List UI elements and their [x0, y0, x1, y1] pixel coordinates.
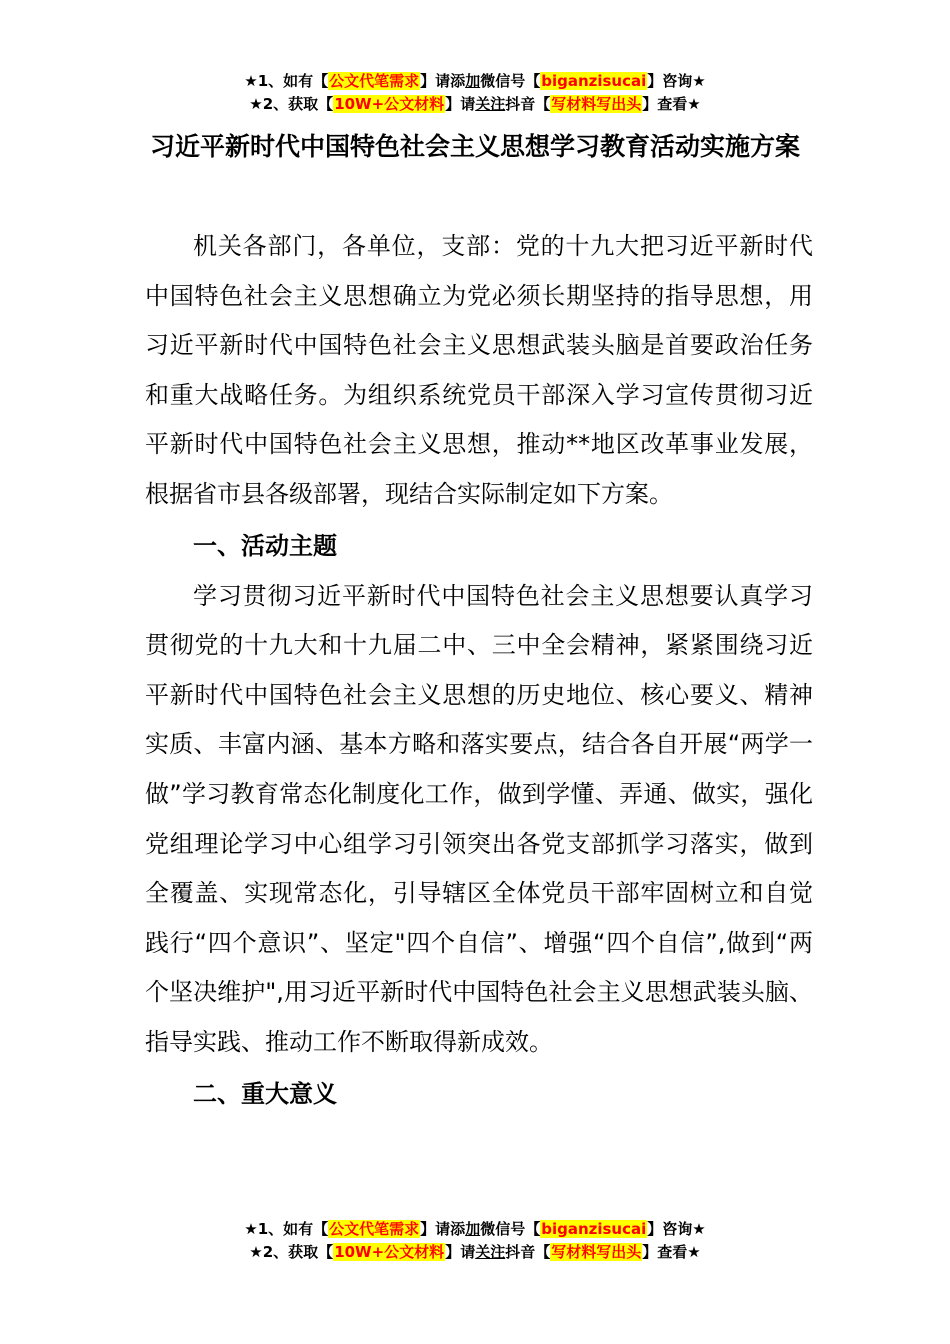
intro-paragraph: 机关各部门，各单位，支部：党的十九大把习近平新时代中国特色社会主义思想确立为党必须长期坚持的指导思想，用习近平新时代中国特色社会主义思想武装头脑是首要政治任务和重大战略任务。为组织系统党员干部深入学习宣传贯彻习近平新时代中国特色社会主义思想，推动**地区改革事业发展，根据省市县各级部署，现结合实际制定如下方案。: [145, 232, 813, 508]
highlight-douyin-account: 写材料写出头: [551, 1243, 642, 1261]
highlight-wechat-id: biganzisucai: [541, 1220, 647, 1238]
highlight-materials: 10W+公文材料: [334, 1243, 445, 1261]
section-1-paragraph: 学习贯彻习近平新时代中国特色社会主义思想要认真学习贯彻党的十九大和十九届二中、三中全会精神，紧紧围绕习近平新时代中国特色社会主义思想的历史地位、核心要义、精神实质、丰富内涵、基本方略和落实要点，结合各自开展“两学一做”学习教育常态化制度化工作，做到学懂、弄通、做实，强化党组理论学习中心组学习引领突出各党支部抓学习落实，做到全覆盖、实现常态化，引导辖区全体党员干部牢固树立和自觉践行“四个意识”、坚定"四个自信”、增强“四个自信”,做到“两个坚决维护",用习近平新时代中国特色社会主义思想武装头脑、指导实践、推动工作不断取得新成效。: [145, 581, 813, 1056]
section-heading-2: 二、重大意义: [193, 1079, 337, 1108]
promo-line-2: ★2、获取【10W+公文材料】请关注抖音【写材料写出头】查看★: [249, 95, 701, 113]
highlight-materials: 10W+公文材料: [334, 95, 445, 113]
highlight-service: 公文代笔需求: [329, 1220, 420, 1238]
highlight-wechat-id: biganzisucai: [541, 72, 647, 90]
promo-banner-top: [0, 70, 950, 116]
promo-line-2: ★2、获取【10W+公文材料】请关注抖音【写材料写出头】查看★: [249, 1243, 701, 1261]
promo-banner-bottom: [0, 1218, 950, 1264]
promo-line-1: ★1、如有【公文代笔需求】请添加微信号【biganzisucai】咨询★: [244, 1220, 706, 1238]
highlight-douyin-account: 写材料写出头: [551, 95, 642, 113]
section-heading-1: 一、活动主题: [193, 531, 337, 560]
document-title: 习近平新时代中国特色社会主义思想学习教育活动实施方案: [149, 132, 800, 161]
document-body: [145, 222, 813, 1120]
highlight-service: 公文代笔需求: [329, 72, 420, 90]
promo-line-1: ★1、如有【公文代笔需求】请添加微信号【biganzisucai】咨询★: [244, 72, 706, 90]
